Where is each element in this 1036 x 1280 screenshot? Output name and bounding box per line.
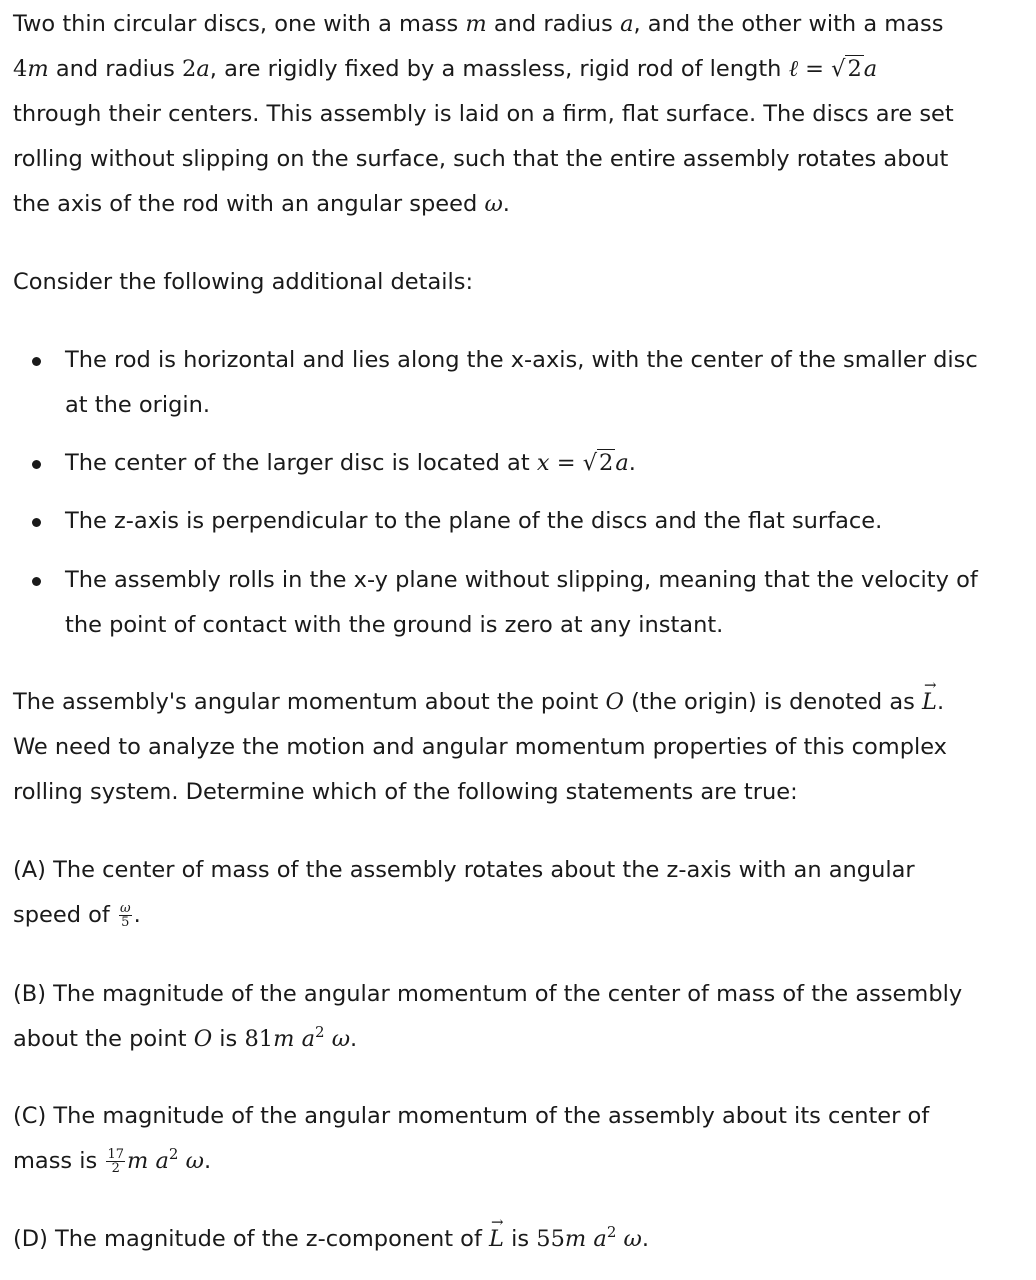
- intro-line-3: through their centers. This assembly is laid on a firm, flat surface. The discs are set: [13, 101, 954, 127]
- question-paragraph: The assembly's angular momentum about the point O (the origin) is denoted as → L. We need to analyze the motion and angular momentum properties of this complex rolling system. Determine which of the following statements are true:: [13, 680, 947, 815]
- list-item: The rod is horizontal and lies along the x-axis, with the center of the smaller disc at the origin.: [13, 338, 978, 428]
- details-list-4: [13, 558, 978, 648]
- details-list: [13, 338, 978, 428]
- list-item: The z-axis is perpendicular to the plane of the discs and the flat surface.: [13, 499, 882, 544]
- intro-line-2: 4m and radius 2a, are rigidly fixed by a massless, rigid rod of length ℓ = √2a: [13, 56, 878, 82]
- option-a: (A) The center of mass of the assembly rotates about the z-axis with an angular speed of $\frac{\omega}{5}$ .: [13, 857, 915, 930]
- intro-line-4: rolling without slipping on the surface, such that the entire assembly rotates about: [13, 146, 949, 172]
- intro-line-1: Two thin circular discs, one with a mass m and radius a, and the other with a mass: [13, 11, 944, 37]
- intro-paragraph: [13, 2, 954, 227]
- option-c: (C) The magnitude of the angular momentum of the assembly about its center of mass is $\frac{17}{2}$ m $a^2$ ω.: [13, 1103, 930, 1176]
- list-item: The center of the larger disc is located at x = √2a.: [13, 441, 636, 486]
- intro-line-5: the axis of the rod with an angular speed ω.: [13, 191, 510, 217]
- option-b: (B) The magnitude of the angular momentum of the center of mass of the assembly about the point O is 81m $a^2$ ω.: [13, 981, 963, 1052]
- details-heading: Consider the following additional details:: [13, 269, 474, 295]
- details-list-3: [13, 499, 882, 544]
- option-d: (D) The magnitude of the z-component of → L is 55m $a^2$ ω.: [13, 1217, 649, 1262]
- details-list-2: [13, 441, 636, 486]
- list-item: The assembly rolls in the x-y plane without slipping, meaning that the velocity of the point of contact with the ground is zero at any instant.: [13, 558, 978, 648]
